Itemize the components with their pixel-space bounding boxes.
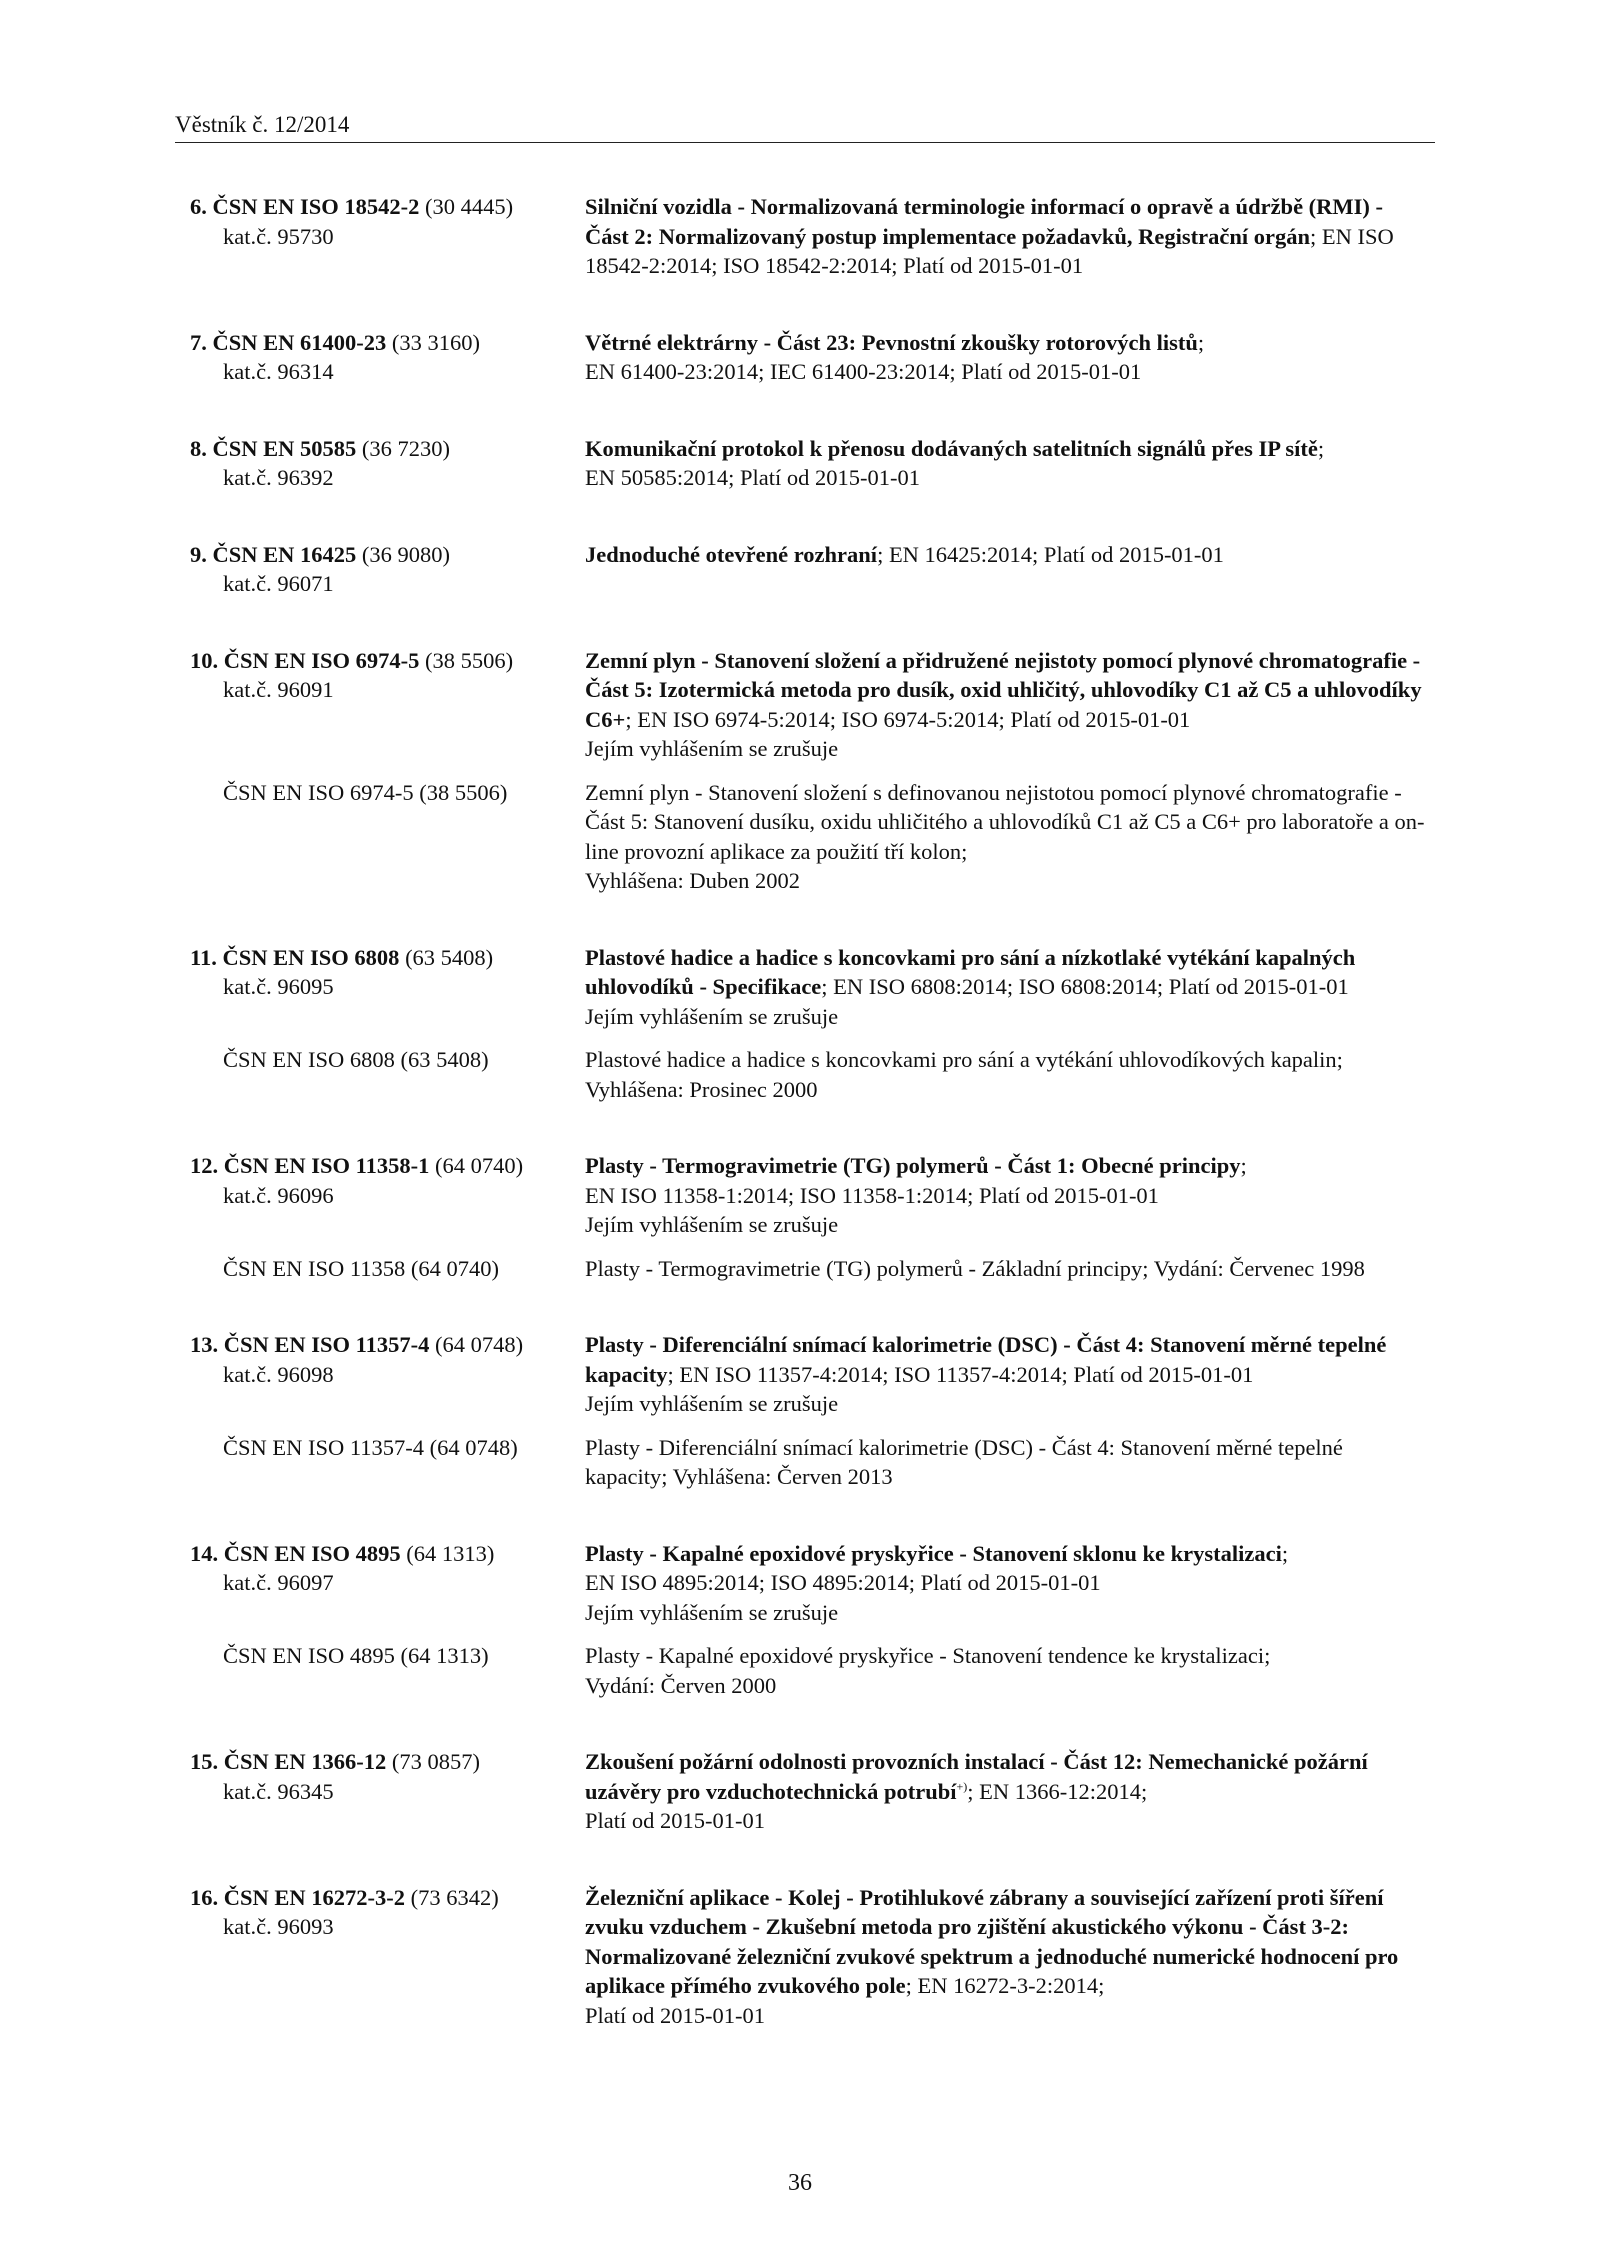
- replaced-title: Zemní plyn - Stanovení složení s definovanou nejistotou pomocí plynové chromatografie - Část 5: Stanovení dusíku, oxidu uhličitého a uhlovodíků C1 až C5 a C6+ pro laboratoře a on-line provozní aplikace za použití tří kolon;: [585, 779, 1425, 864]
- replaced-standard: [0, 1254, 1600, 1284]
- standard-title: Zemní plyn - Stanovení složení a přidružené nejistoty pomocí plynové chromatografie - Část 5: Izotermická metoda pro dusík, oxid uhličitý, uhlovodíky C1 až C5 a uhlovodíky C6+: [585, 647, 1422, 732]
- standard-code: ČSN EN 1366-12: [223, 1749, 387, 1774]
- standard-code: ČSN EN 61400-23: [212, 329, 387, 355]
- catalog-number: kat.č. 96097: [223, 1570, 334, 1595]
- class-code: (64 0740): [435, 1153, 524, 1178]
- class-code: (64 0748): [435, 1332, 524, 1357]
- replaced-code: ČSN EN ISO 4895 (64 1313): [223, 1643, 489, 1668]
- catalog-number: kat.č. 96098: [223, 1361, 334, 1387]
- class-code: (64 1313): [406, 1540, 495, 1566]
- list-item: 6. ČSN EN ISO 18542-2 (30 4445) kat.č. 95730 Silniční vozidla - Normalizovaná terminologie informací o opravě a údržbě (RMI) - Část 2: Normalizovaný postup implementace požadavků, Registrační orgán; EN ISO 18542-2:2014; ISO 18542-2:2014; Platí od 2015-01-01: [190, 194, 1394, 278]
- replaced-code: ČSN EN ISO 11357-4 (64 0748): [223, 1434, 518, 1460]
- catalog-number: kat.č. 96095: [223, 974, 334, 999]
- replaced-title: Plasty - Kapalné epoxidové pryskyřice - Stanovení tendence ke krystalizaci;: [585, 1643, 1271, 1668]
- catalog-number: kat.č. 96091: [223, 677, 334, 702]
- list-item: 15. ČSN EN 1366-12 (73 0857) kat.č. 96345 Zkoušení požární odolnosti provozních instalací - Část 12: Nemechanické požární uzávěry pro vzduchotechnická potrubí+); EN 1366-12:2014; Platí od 2015-01-01: [190, 1749, 1368, 1833]
- class-code: (38 5506): [425, 647, 514, 673]
- standard-title: Jednoduché otevřené rozhraní: [585, 541, 878, 567]
- replaced-title: Plasty - Termogravimetrie (TG) polymerů - Základní principy; Vydání: Červenec 1998: [585, 1255, 1365, 1281]
- replaced-title: Plasty - Diferenciální snímací kalorimetrie (DSC) - Část 4: Stanovení měrné tepelné kapacity; Vyhlášena: Červen 2013: [585, 1434, 1343, 1489]
- standard-code: ČSN EN ISO 11358-1: [223, 1153, 430, 1178]
- journal-title: Věstník č. 12/2014: [175, 112, 350, 137]
- replaces-note: Jejím vyhlášením se zrušuje: [585, 1212, 839, 1237]
- class-code: (73 0857): [391, 1749, 481, 1774]
- standard-title: Zkoušení požární odolnosti provozních instalací - Část 12: Nemechanické požární uzávěry pro vzduchotechnická potrubí: [585, 1749, 1368, 1804]
- standard-title: Plasty - Diferenciální snímací kalorimetrie (DSC) - Část 4: Stanovení měrné tepelné kapacity: [585, 1332, 1387, 1387]
- list-item: 10. ČSN EN ISO 6974-5 (38 5506) kat.č. 96091 Zemní plyn - Stanovení složení a přidružené nejistoty pomocí plynové chromatografie - Část 5: Izotermická metoda pro dusík, oxid uhličitý, uhlovodíky C1 až C5 a uhlovodíky C6+; EN ISO 6974-5:2014; ISO 6974-5:2014; Platí od 2015-01-01 Jejím vyhlášením se zrušuje ČSN EN ISO 6974-5 (38 5506) Zemní plyn - Stanovení složení s definovanou nejistotou pomocí plynové chromatografie - Část 5: Stanovení dusíku, oxidu uhličitého a uhlovodíků C1 až C5 a C6+ pro laboratoře a on-line provozní aplikace za použití tří kolon; Vyhlášena: Duben 2002: [0, 646, 1600, 896]
- list-item: 9. ČSN EN 16425 (36 9080) kat.č. 96071 Jednoduché otevřené rozhraní; EN 16425:2014; Platí od 2015-01-01: [0, 540, 1600, 599]
- replaced-code: ČSN EN ISO 6808 (63 5408): [223, 1047, 489, 1072]
- class-code: (33 3160): [391, 329, 481, 355]
- catalog-number: kat.č. 96071: [223, 571, 334, 596]
- catalog-number: kat.č. 96345: [223, 1778, 334, 1804]
- standard-code: ČSN EN ISO 11357-4: [223, 1332, 430, 1357]
- catalog-number: kat.č. 96314: [223, 359, 334, 384]
- catalog-number: kat.č. 95730: [223, 223, 334, 249]
- catalog-number: kat.č. 96096: [223, 1182, 334, 1208]
- standard-title: Plasty - Termogravimetrie (TG) polymerů - Část 1: Obecné principy: [585, 1153, 1241, 1178]
- replaces-note: Jejím vyhlášením se zrušuje: [585, 1599, 839, 1625]
- standards-list: [0, 192, 1600, 2030]
- standard-code: ČSN EN ISO 18542-2: [212, 194, 420, 219]
- list-item: 12. ČSN EN ISO 11358-1 (64 0740) kat.č. 96096 Plasty - Termogravimetrie (TG) polymerů - Část 1: Obecné principy; EN ISO 11358-1:2014; ISO 11358-1:2014; Platí od 2015-01-01 Jejím vyhlášením se zrušuje ČSN EN ISO 11358 (64 0740) Plasty - Termogravimetrie (TG) polymerů - Základní principy; Vydání: Červenec 1998: [0, 1151, 1600, 1283]
- class-code: (73 6342): [410, 1884, 499, 1910]
- footnote-marker: +): [956, 1779, 968, 1793]
- list-item: 14. ČSN EN ISO 4895 (64 1313) kat.č. 96097 Plasty - Kapalné epoxidové pryskyřice - Stanovení sklonu ke krystalizaci; EN ISO 4895:2014; ISO 4895:2014; Platí od 2015-01-01 Jejím vyhlášením se zrušuje ČSN EN ISO 4895 (64 1313) Plasty - Kapalné epoxidové pryskyřice - Stanovení tendence ke krystalizaci; Vydání: Červen 2000: [0, 1539, 1600, 1701]
- replaced-title: Plastové hadice a hadice s koncovkami pro sání a vytékání uhlovodíkových kapalin;: [585, 1047, 1343, 1072]
- standard-title: Železniční aplikace - Kolej - Protihlukové zábrany a související zařízení proti šíření zvuku vzduchem - Zkušební metoda pro zjištění akustického výkonu - Část 3-2: Normalizované železniční zvukové spektrum a jednoduché numerické hodnocení pro aplikace přímého zvukového pole: [585, 1884, 1399, 1998]
- standard-code: ČSN EN ISO 6974-5: [223, 647, 420, 673]
- catalog-number: kat.č. 96093: [223, 1914, 334, 1939]
- standard-code: ČSN EN 16425: [212, 541, 357, 567]
- replaces-note: Jejím vyhlášením se zrušuje: [585, 1391, 839, 1416]
- class-code: (36 7230): [361, 435, 451, 461]
- replaces-note: Jejím vyhlášením se zrušuje: [585, 736, 839, 761]
- catalog-number: kat.č. 96392: [223, 465, 334, 490]
- replaced-code: ČSN EN ISO 11358 (64 0740): [223, 1255, 500, 1281]
- standard-code: ČSN EN ISO 6808: [222, 944, 400, 970]
- standard-code: ČSN EN 50585: [212, 435, 357, 461]
- standard-title: Komunikační protokol k přenosu dodávaných satelitních signálů přes IP sítě: [585, 435, 1318, 461]
- class-code: (30 4445): [425, 194, 514, 219]
- list-item: 13. ČSN EN ISO 11357-4 (64 0748) kat.č. 96098 Plasty - Diferenciální snímací kalorimetrie (DSC) - Část 4: Stanovení měrné tepelné kapacity; EN ISO 11357-4:2014; ISO 11357-4:2014; Platí od 2015-01-01 Jejím vyhlášením se zrušuje ČSN EN ISO 11357-4 (64 0748) Plasty - Diferenciální snímací kalorimetrie (DSC) - Část 4: Stanovení měrné tepelné kapacity; Vyhlášena: Červen 2013: [0, 1330, 1600, 1492]
- standard-code: ČSN EN 16272-3-2: [223, 1884, 406, 1910]
- replaces-note: Jejím vyhlášením se zrušuje: [585, 1003, 839, 1029]
- standard-title: Plastové hadice a hadice s koncovkami pro sání a nízkotlaké vytékání kapalných uhlovodíků - Specifikace: [585, 944, 1356, 999]
- standard-title: Větrné elektrárny - Část 23: Pevnostní zkoušky rotorových listů: [585, 329, 1198, 355]
- replaced-standard: ČSN EN ISO 6974-5 (38 5506) Zemní plyn - Stanovení složení s definovanou nejistotou pomocí plynové chromatografie - Část 5: Stanovení dusíku, oxidu uhličitého a uhlovodíků C1 až C5 a C6+ pro laboratoře a on-line provozní aplikace za použití tří kolon; Vyhlášena: Duben 2002: [0, 778, 1600, 896]
- replaced-code: ČSN EN ISO 6974-5 (38 5506): [223, 779, 508, 805]
- list-item: 11. ČSN EN ISO 6808 (63 5408) kat.č. 96095 Plastové hadice a hadice s koncovkami pro sání a nízkotlaké vytékání kapalných uhlovodíků - Specifikace; EN ISO 6808:2014; ISO 6808:2014; Platí od 2015-01-01 Jejím vyhlášením se zrušuje ČSN EN ISO 6808 (63 5408) Plastové hadice a hadice s koncovkami pro sání a vytékání uhlovodíkových kapalin; Vyhlášena: Prosinec 2000: [0, 943, 1600, 1105]
- class-code: (63 5408): [405, 944, 494, 970]
- standard-title: Silniční vozidla - Normalizovaná terminologie informací o opravě a údržbě (RMI) - Část 2: Normalizovaný postup implementace požadavků, Registrační orgán: [585, 194, 1384, 249]
- replaced-standard: [0, 1433, 1600, 1492]
- journal-header: [175, 112, 1435, 143]
- standard-code: ČSN EN ISO 4895: [223, 1540, 401, 1566]
- replaced-standard: ČSN EN ISO 6808 (63 5408) Plastové hadice a hadice s koncovkami pro sání a vytékání uhlovodíkových kapalin; Vyhlášena: Prosinec 2000: [0, 1045, 1600, 1104]
- page-number: 36: [788, 2170, 812, 2196]
- list-item: 16. ČSN EN 16272-3-2 (73 6342) kat.č. 96093 Železniční aplikace - Kolej - Protihlukové zábrany a související zařízení proti šíření zvuku vzduchem - Zkušební metoda pro zjištění akustického výkonu - Část 3-2: Normalizované železniční zvukové spektrum a jednoduché numerické hodnocení pro aplikace přímého zvukového pole; EN 16272-3-2:2014; Platí od 2015-01-01: [190, 1884, 1399, 2028]
- class-code: (36 9080): [361, 541, 451, 567]
- standard-title: Plasty - Kapalné epoxidové pryskyřice - Stanovení sklonu ke krystalizaci: [585, 1540, 1282, 1566]
- list-item: 7. ČSN EN 61400-23 (33 3160) kat.č. 96314 Větrné elektrárny - Část 23: Pevnostní zkoušky rotorových listů; EN 61400-23:2014; IEC 61400-23:2014; Platí od 2015-01-01: [0, 328, 1600, 387]
- list-item: 8. ČSN EN 50585 (36 7230) kat.č. 96392 Komunikační protokol k přenosu dodávaných satelitních signálů přes IP sítě; EN 50585:2014; Platí od 2015-01-01: [0, 434, 1600, 493]
- replaced-standard: ČSN EN ISO 4895 (64 1313) Plasty - Kapalné epoxidové pryskyřice - Stanovení tendence ke krystalizaci; Vydání: Červen 2000: [0, 1641, 1600, 1700]
